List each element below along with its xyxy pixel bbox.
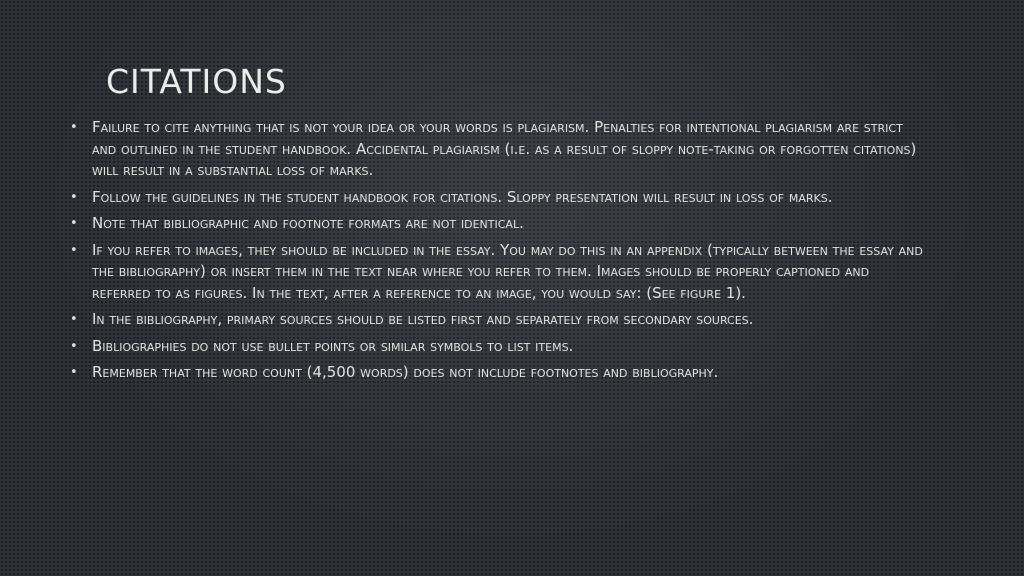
bullet-text: Note that bibliographic and footnote formats are not identical. xyxy=(92,214,524,232)
bullet-item xyxy=(70,240,926,305)
bullet-text: Follow the guidelines in the student handbook for citations. Sloppy presentation will result in loss of marks. xyxy=(92,187,833,206)
bullet-text: If you refer to images, they should be included in the essay. You may do this in an appendix (typically between the essay and the bibliography) or insert them in the text near where you refer to them. Images should be properly captioned and referred to as figures. In the text, after a reference to an image, you would say: (See figure 1). xyxy=(92,240,923,302)
bullet-icon: • xyxy=(70,312,78,327)
bullet-item xyxy=(70,213,926,235)
bullet-icon: • xyxy=(70,365,78,380)
bullet-item xyxy=(70,187,926,209)
bullet-item xyxy=(70,362,926,384)
bullet-icon: • xyxy=(70,338,78,354)
slide-title: CITATIONS xyxy=(106,62,287,101)
bullet-icon: • xyxy=(70,189,78,205)
bullet-item xyxy=(70,336,926,358)
bullet-item xyxy=(70,117,926,182)
bullet-text: Bibliographies do not use bullet points or similar symbols to list items. xyxy=(92,336,574,355)
bullet-icon: • xyxy=(70,242,78,258)
bullet-text: Failure to cite anything that is not your idea or your words is plagiarism. Penalties for intentional plagiarism are strict and outlined in the student handbook. Accidental plagiarism (i.e. as a result of sloppy note-taking or forgotten citations) will result in a substantial loss of marks. xyxy=(92,118,917,179)
bullet-text: Remember that the word count (4,500 words) does not include footnotes and bibliography. xyxy=(92,363,719,381)
bullet-icon: • xyxy=(70,216,78,231)
bullet-icon: • xyxy=(70,120,78,135)
bullet-item xyxy=(70,309,926,331)
bullet-text: In the bibliography, primary sources should be listed first and separately from secondary sources. xyxy=(92,310,754,328)
bullet-list xyxy=(70,117,926,389)
